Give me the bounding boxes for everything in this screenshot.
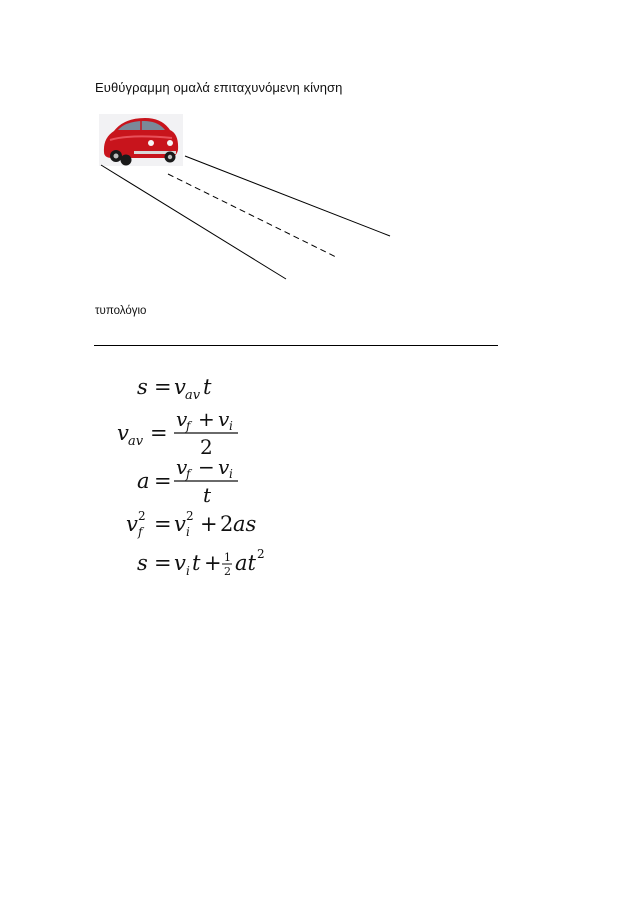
svg-text:at: at bbox=[235, 551, 256, 575]
svg-text:v: v bbox=[174, 375, 186, 399]
dashed-path-line bbox=[168, 174, 338, 258]
svg-text:+: + bbox=[204, 551, 222, 575]
svg-text:v: v bbox=[218, 455, 230, 479]
svg-text:s: s bbox=[137, 551, 148, 575]
svg-text:=: = bbox=[154, 551, 172, 575]
svg-text:2: 2 bbox=[186, 509, 194, 523]
svg-text:f: f bbox=[138, 525, 143, 539]
formula-acceleration bbox=[137, 455, 238, 507]
page-title: Ευθύγραμμη ομαλά επιταχυνόμενη κίνηση bbox=[95, 80, 343, 95]
svg-text:s: s bbox=[137, 375, 148, 399]
svg-text:t: t bbox=[192, 551, 201, 575]
svg-text:=: = bbox=[154, 512, 172, 536]
svg-text:+: + bbox=[200, 512, 218, 536]
svg-text:av: av bbox=[185, 388, 201, 403]
svg-text:v: v bbox=[174, 551, 186, 575]
red-car-image bbox=[99, 114, 183, 166]
formula-average-velocity bbox=[117, 407, 238, 459]
svg-text:2: 2 bbox=[224, 565, 231, 578]
svg-text:1: 1 bbox=[224, 551, 231, 564]
svg-text:t: t bbox=[203, 483, 212, 507]
svg-text:v: v bbox=[126, 512, 138, 536]
svg-text:av: av bbox=[128, 434, 144, 449]
svg-text:−: − bbox=[198, 455, 215, 479]
svg-text:a: a bbox=[137, 469, 150, 493]
formula-displacement-average bbox=[137, 375, 212, 403]
svg-text:2: 2 bbox=[138, 509, 146, 523]
svg-text:2: 2 bbox=[220, 512, 234, 536]
svg-text:=: = bbox=[154, 469, 172, 493]
svg-text:2: 2 bbox=[200, 435, 213, 459]
svg-text:2: 2 bbox=[257, 547, 265, 561]
svg-text:i: i bbox=[229, 467, 233, 481]
svg-text:t: t bbox=[203, 375, 212, 399]
horizontal-divider bbox=[94, 345, 498, 346]
svg-text:f: f bbox=[186, 419, 191, 433]
svg-text:v: v bbox=[176, 407, 188, 431]
svg-text:i: i bbox=[229, 419, 233, 433]
lower-path-line bbox=[101, 165, 286, 279]
section-label: τυπολόγιο bbox=[95, 305, 147, 317]
svg-text:=: = bbox=[150, 421, 168, 445]
svg-text:=: = bbox=[154, 375, 172, 399]
svg-text:+: + bbox=[198, 407, 215, 431]
formula-velocity-squared bbox=[126, 509, 257, 539]
svg-text:i: i bbox=[186, 525, 190, 539]
svg-text:v: v bbox=[176, 455, 188, 479]
svg-text:f: f bbox=[186, 467, 191, 481]
formula-image bbox=[112, 368, 292, 583]
svg-text:v: v bbox=[117, 421, 129, 445]
motion-diagram bbox=[0, 0, 638, 300]
svg-text:i: i bbox=[186, 564, 190, 578]
formula-displacement-kinematic bbox=[137, 547, 265, 578]
upper-path-line bbox=[185, 156, 390, 236]
svg-text:v: v bbox=[218, 407, 230, 431]
svg-text:v: v bbox=[174, 512, 186, 536]
svg-text:as: as bbox=[233, 512, 257, 536]
